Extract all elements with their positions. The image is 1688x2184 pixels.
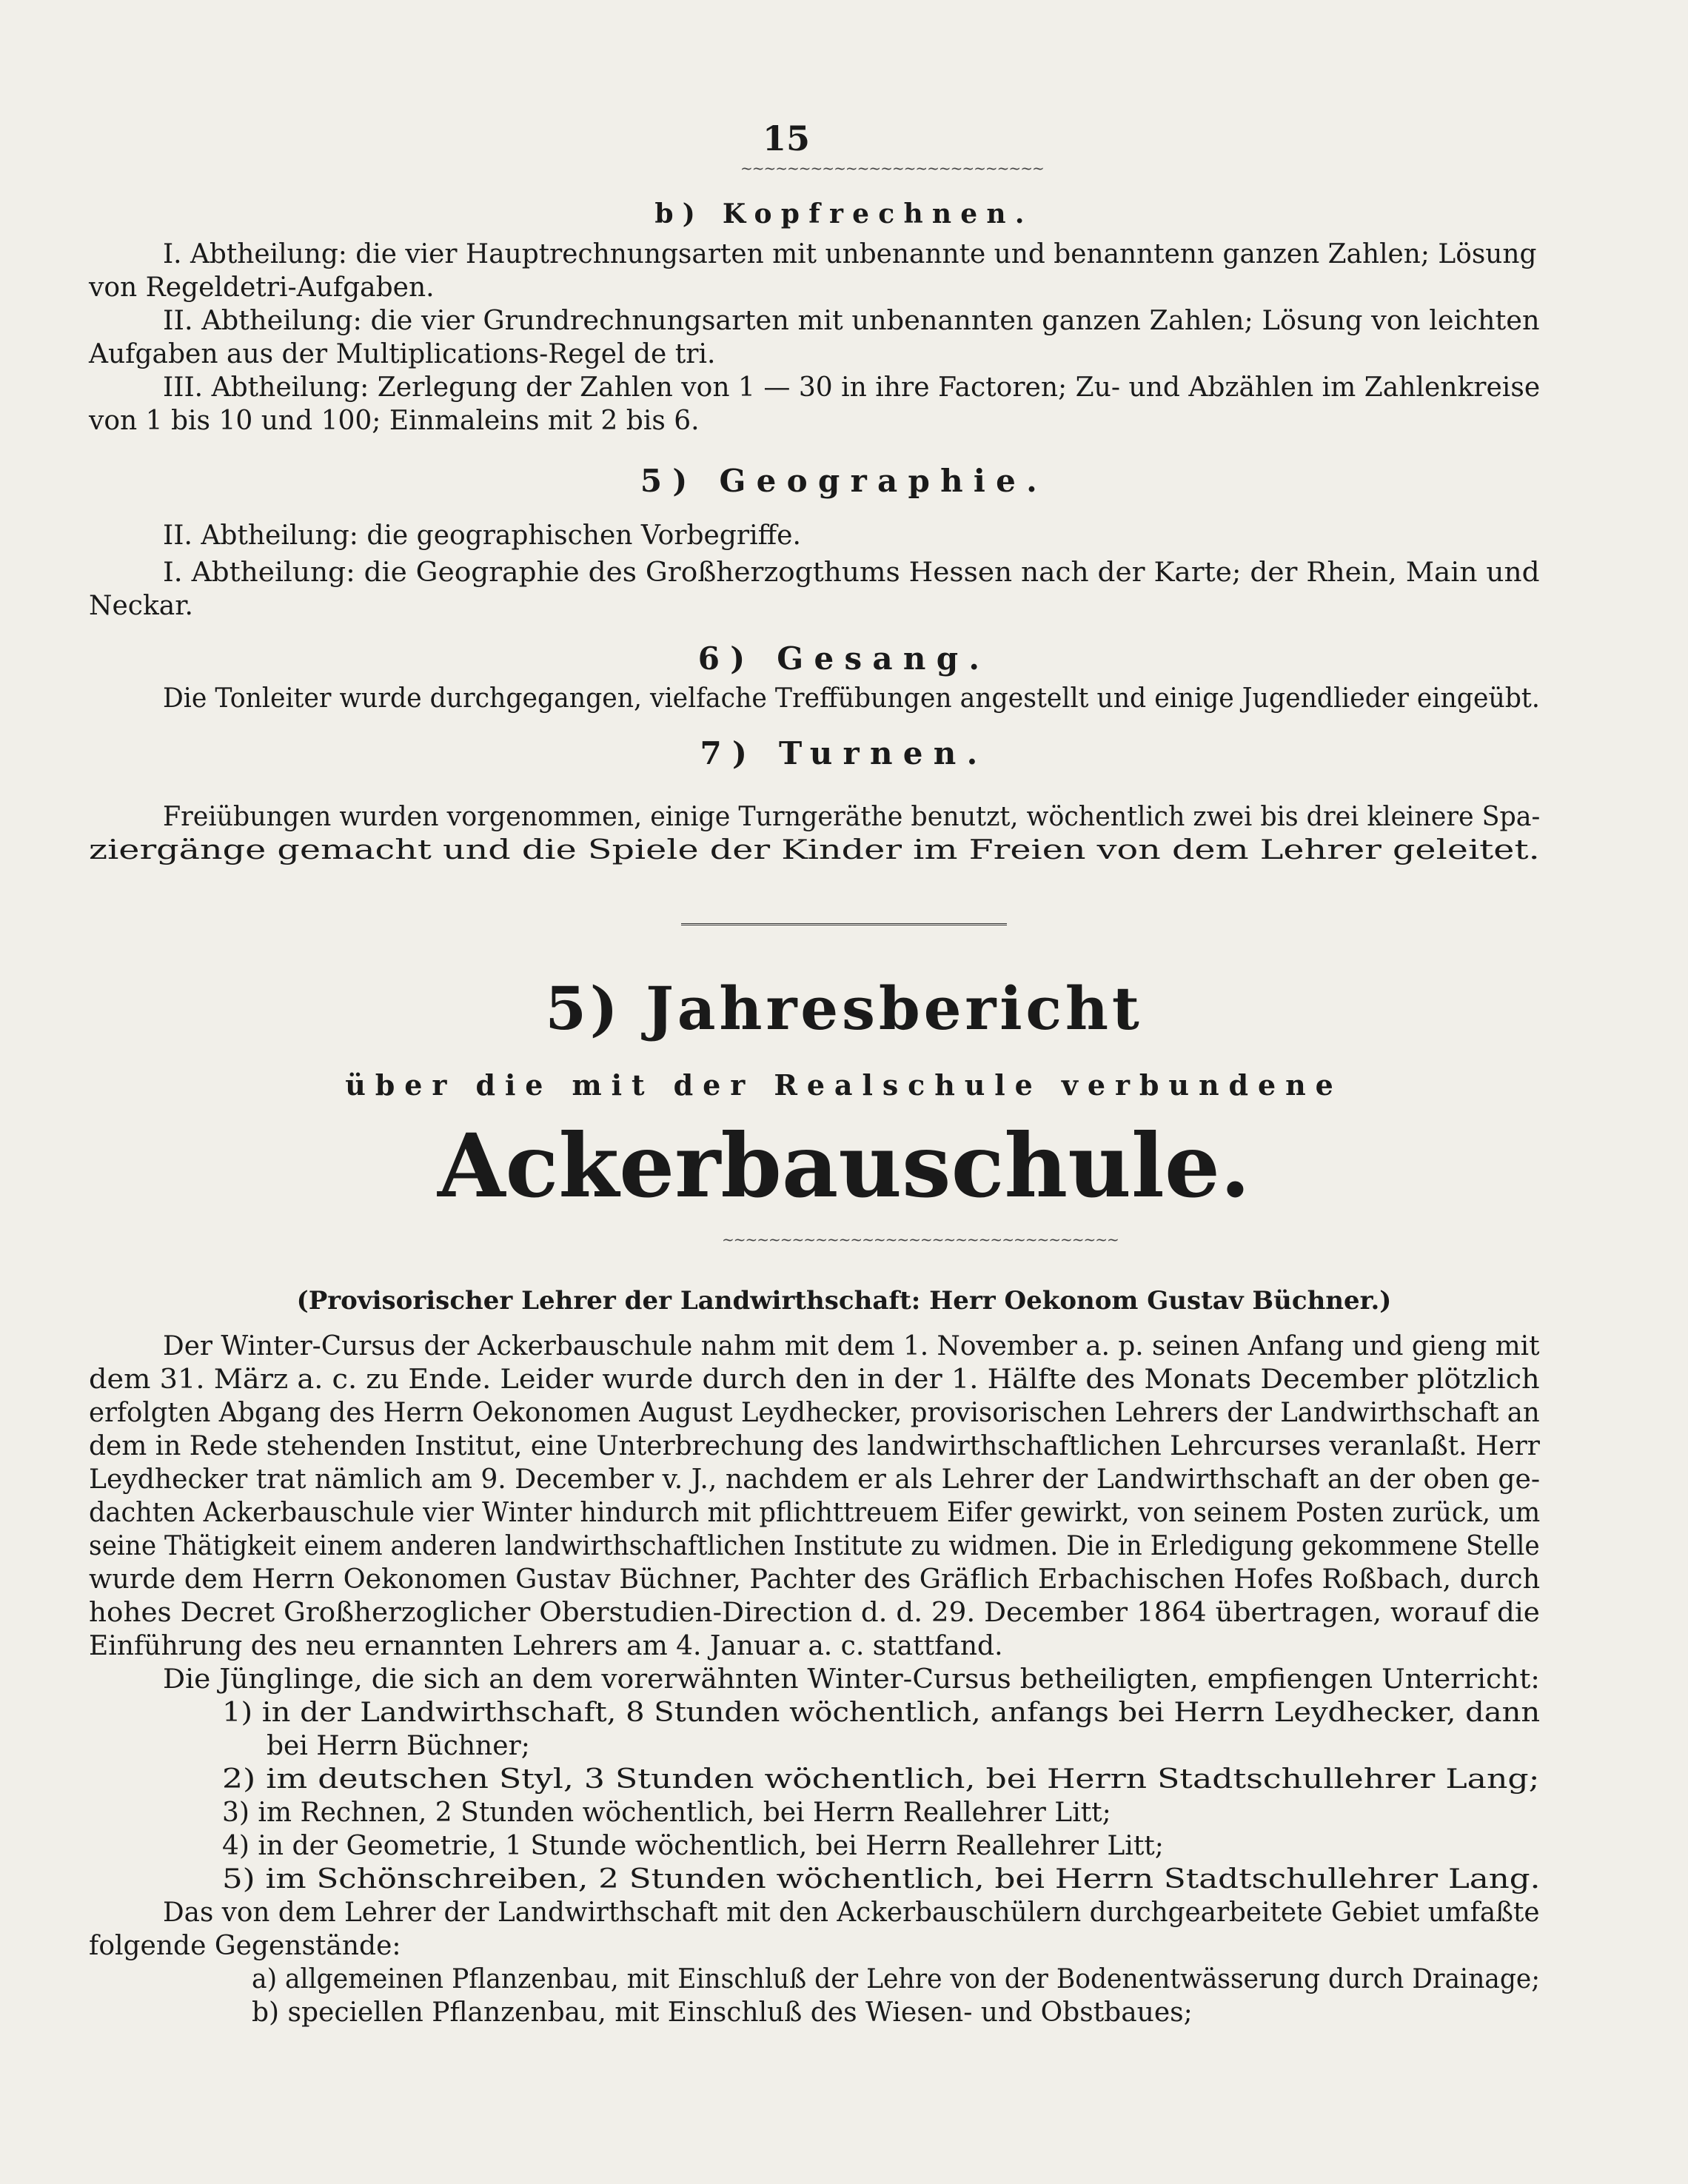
teacher-note: (Provisorischer Lehrer der Landwirthschaft: Herr Oekonom Gustav Büchner.) (296, 1286, 1392, 1316)
text-line: Einführung des neu ernannten Lehrers am 4. Januar a. c. stattfand. (89, 1631, 1003, 1661)
text-line: hohes Decret Großherzoglicher Oberstudien-Direction d. d. 29. December 1864 übertragen, worauf die (89, 1598, 1540, 1628)
text-line: ziergänge gemacht und die Spiele der Kinder im Freien von dem Lehrer geleitet. (89, 835, 1540, 865)
text-line: folgende Gegenstände: (89, 1931, 401, 1961)
list-item: b) speciellen Pflanzenbau, mit Einschluß des Wiesen- und Obstbaues; (252, 1997, 1193, 2028)
list-item: 3) im Rechnen, 2 Stunden wöchentlich, bei Herrn Reallehrer Litt; (222, 1798, 1111, 1828)
text-line: dem in Rede stehenden Institut, eine Unterbrechung des landwirthschaftlichen Lehrcurses veranlaßt. Herr (89, 1431, 1540, 1461)
text-line: II. Abtheilung: die geographischen Vorbegriffe. (163, 520, 801, 551)
text-line: seine Thätigkeit einem anderen landwirthschaftlichen Institute zu widmen. Die in Erledigung gekommene Stelle (89, 1531, 1540, 1561)
text-line: I. Abtheilung: die vier Hauptrechnungsarten mit unbenannte und benanntenn ganzen Zahlen; Lösung (163, 239, 1537, 269)
text-line: Freiübungen wurden vorgenommen, einige Turngeräthe benutzt, wöchentlich zwei bis drei kleinere Spa- (163, 802, 1541, 832)
text-line: dachten Ackerbauschule vier Winter hindurch mit pflichttreuem Eifer gewirkt, von seinem Posten zurück, um (89, 1498, 1541, 1528)
list-item: 5) im Schönschreiben, 2 Stunden wöchentlich, bei Herrn Stadtschullehrer Lang. (222, 1864, 1541, 1895)
heading-gesang: 6) Gesang. (697, 640, 991, 677)
report-subtitle: über die mit der Realschule verbundene (345, 1068, 1343, 1102)
heading-kopfrechnen: b) Kopfrechnen. (654, 198, 1034, 230)
text-line: von 1 bis 10 und 100; Einmaleins mit 2 bis 6. (89, 406, 700, 436)
page-number: 15 (763, 118, 811, 158)
text-line: wurde dem Herrn Oekonomen Gustav Büchner, Pachter des Gräflich Erbachischen Hofes Roßbach, durch (89, 1564, 1541, 1595)
text-line: Die Jünglinge, die sich an dem vorerwähnten Winter-Cursus betheiligten, empfiengen Unterricht: (163, 1664, 1540, 1695)
text-line: Das von dem Lehrer der Landwirthschaft mit den Ackerbauschülern durchgearbeitete Gebiet umfaßte (163, 1897, 1540, 1928)
list-item: 2) im deutschen Styl, 3 Stunden wöchentlich, bei Herrn Stadtschullehrer Lang; (222, 1764, 1540, 1795)
text-line: I. Abtheilung: die Geographie des Großherzogthums Hessen nach der Karte; der Rhein, Main und (163, 557, 1540, 588)
list-item: 4) in der Geometrie, 1 Stunde wöchentlich, bei Herrn Reallehrer Litt; (222, 1831, 1164, 1861)
heading-turnen: 7) Turnen. (700, 735, 988, 771)
text-line: Neckar. (89, 591, 193, 621)
text-line: Der Winter-Cursus der Ackerbauschule nahm mit dem 1. November a. p. seinen Anfang und gieng mit (163, 1331, 1540, 1361)
text-line: Leydhecker trat nämlich am 9. December v. J., nachdem er als Lehrer der Landwirthschaft an der oben ge- (89, 1464, 1541, 1495)
text-line: Die Tonleiter wurde durchgegangen, vielfache Treffübungen angestellt und einige Jugendlieder eingeübt. (163, 683, 1540, 714)
ornament-rule: ~~~~~~~~~~~~~~~~~~~~~~~~~~~~~~~~~~ (722, 1230, 1119, 1248)
text-line: von Regeldetri-Aufgaben. (89, 272, 435, 303)
report-title: 5) Jahresbericht (545, 974, 1143, 1043)
ornament-rule: ~~~~~~~~~~~~~~~~~~~~~~~~~~ (740, 159, 1044, 177)
list-item: a) allgemeinen Pflanzenbau, mit Einschluß der Lehre von der Bodenentwässerung durch Drainage; (252, 1964, 1540, 1994)
heading-geographie: 5) Geographie. (640, 463, 1048, 499)
text-line: erfolgten Abgang des Herrn Oekonomen August Leydhecker, provisorischen Lehrers der Landwirthschaft an (89, 1398, 1540, 1428)
text-line: II. Abtheilung: die vier Grundrechnungsarten mit unbenannten ganzen Zahlen; Lösung von leichten (163, 306, 1540, 336)
school-name: Ackerbauschule. (437, 1114, 1250, 1217)
text-line: III. Abtheilung: Zerlegung der Zahlen von 1 — 30 in ihre Factoren; Zu- und Abzählen im Zahlenkreise (163, 372, 1541, 403)
section-divider (681, 923, 1007, 925)
text-line: dem 31. März a. c. zu Ende. Leider wurde durch den in der 1. Hälfte des Monats December plötzlich (89, 1364, 1540, 1395)
list-item: 1) in der Landwirthschaft, 8 Stunden wöchentlich, anfangs bei Herrn Leydhecker, dann (222, 1698, 1541, 1728)
text-line: Aufgaben aus der Multiplications-Regel de tri. (89, 339, 716, 369)
list-item: bei Herrn Büchner; (267, 1731, 530, 1761)
